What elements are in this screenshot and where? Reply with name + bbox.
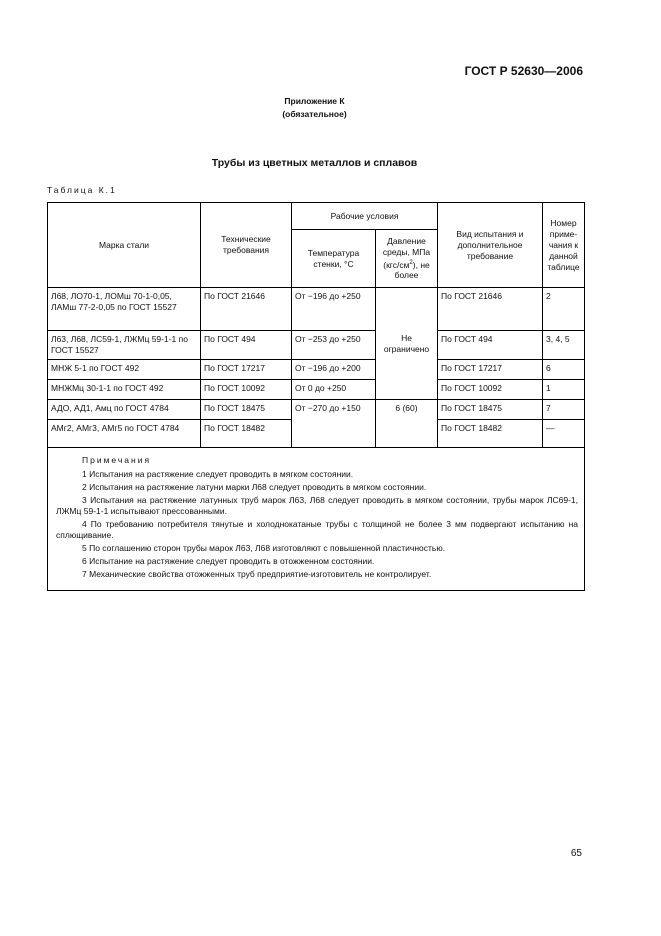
cell-grade: АДО, АД1, Амц по ГОСТ 4784 <box>48 400 201 420</box>
note-item: 7 Механические свойства отожженных труб предприятие-изготовитель не контролирует. <box>82 569 432 579</box>
table-row <box>48 288 585 331</box>
cell-temperature: От −253 до +250 <box>292 331 376 360</box>
cell-grade: Л63, Л68, ЛС59-1, ЛЖМц 59-1-1 по ГОСТ 15527 <box>48 331 201 360</box>
cell-requirements: По ГОСТ 17217 <box>201 360 292 380</box>
appendix-title: Приложение К <box>284 96 345 106</box>
table-row <box>48 360 585 380</box>
cell-note-no: 1 <box>543 380 585 400</box>
note-item: 5 По соглашению сторон трубы марок Л63, Л68 изготовляют с повышенной пластичностью. <box>82 543 446 553</box>
cell-test-type: По ГОСТ 10092 <box>438 380 543 400</box>
cell-test-type: По ГОСТ 21646 <box>438 288 543 331</box>
notes-title: Примечания <box>82 455 152 465</box>
header-steel-grade: Марка стали <box>48 203 201 288</box>
note-item: 4 По требованию потребителя тянутые и холоднокатаные трубы с толщиной не более 3 мм подвергают испытанию на сплющивание. <box>56 519 578 540</box>
cell-temperature: От −196 до +200 <box>292 360 376 380</box>
cell-temperature: От −196 до +250 <box>292 288 376 331</box>
header-pressure: Давление среды, МПа $(кгс/см^2)$, не более <box>376 230 438 288</box>
note-item: 1 Испытания на растяжение следует проводить в мягком состоянии. <box>82 469 354 479</box>
cell-requirements: По ГОСТ 21646 <box>201 288 292 331</box>
cell-test-type: По ГОСТ 18482 <box>438 420 543 448</box>
cell-requirements: По ГОСТ 10092 <box>201 380 292 400</box>
cell-note-no: 3, 4, 5 <box>543 331 585 360</box>
document-title: Трубы из цветных металлов и сплавов <box>211 157 418 169</box>
cell-grade: МНЖ 5-1 по ГОСТ 492 <box>48 360 201 380</box>
cell-note-no: 7 <box>543 400 585 420</box>
cell-test-type: По ГОСТ 17217 <box>438 360 543 380</box>
table-row <box>48 400 585 420</box>
cell-grade: АМг2, АМг3, АМг5 по ГОСТ 4784 <box>48 420 201 448</box>
table-label: Таблица К.1 <box>47 185 117 195</box>
cell-requirements: По ГОСТ 18482 <box>201 420 292 448</box>
cell-temperature: От −270 до +150 <box>292 400 376 448</box>
page-number: 65 <box>570 848 582 859</box>
table-row <box>48 380 585 400</box>
notes-row <box>48 448 585 591</box>
header-tech-requirements: Технические требования <box>201 203 292 288</box>
cell-pressure: 6 (60) <box>376 400 438 448</box>
cell-note-no: — <box>543 420 585 448</box>
cell-note-no: 2 <box>543 288 585 331</box>
header-test-type: Вид испытания и дополнительное требование <box>438 203 543 288</box>
header-table-note-no: Номер приме-чания к данной таблице <box>543 203 585 288</box>
cell-note-no: 6 <box>543 360 585 380</box>
notes-block <box>48 448 585 591</box>
header-working-conditions: Рабочие условия <box>292 203 438 230</box>
standard-number: ГОСТ Р 52630—2006 <box>464 64 583 78</box>
cell-pressure-merged: Не ограничено <box>376 288 438 400</box>
appendix-status: (обязательное) <box>282 109 347 119</box>
header-temperature: Температура стенки, °С <box>292 230 376 288</box>
cell-temperature: От 0 до +250 <box>292 380 376 400</box>
cell-grade: МНЖМц 30-1-1 по ГОСТ 492 <box>48 380 201 400</box>
cell-requirements: По ГОСТ 18475 <box>201 400 292 420</box>
cell-grade: Л68, ЛО70-1, ЛОМш 70-1-0,05, ЛАМш 77-2-0,05 по ГОСТ 15527 <box>48 288 201 331</box>
appendix-heading <box>0 95 629 121</box>
cell-test-type: По ГОСТ 494 <box>438 331 543 360</box>
table-row <box>48 331 585 360</box>
cell-requirements: По ГОСТ 494 <box>201 331 292 360</box>
cell-test-type: По ГОСТ 18475 <box>438 400 543 420</box>
pipes-table <box>47 202 585 591</box>
note-item: 2 Испытания на растяжение латуни марки Л68 следует проводить в мягком состоянии. <box>82 482 427 492</box>
note-item: 3 Испытания на растяжение латунных труб марок Л63, Л68 следует проводить в мягком состоянии, трубы марок ЛС69-1, ЛЖМц 59-1-1 испытывают прессованными. <box>56 495 578 516</box>
note-item: 6 Испытание на растяжение следует проводить в отожженном состоянии. <box>82 556 375 566</box>
